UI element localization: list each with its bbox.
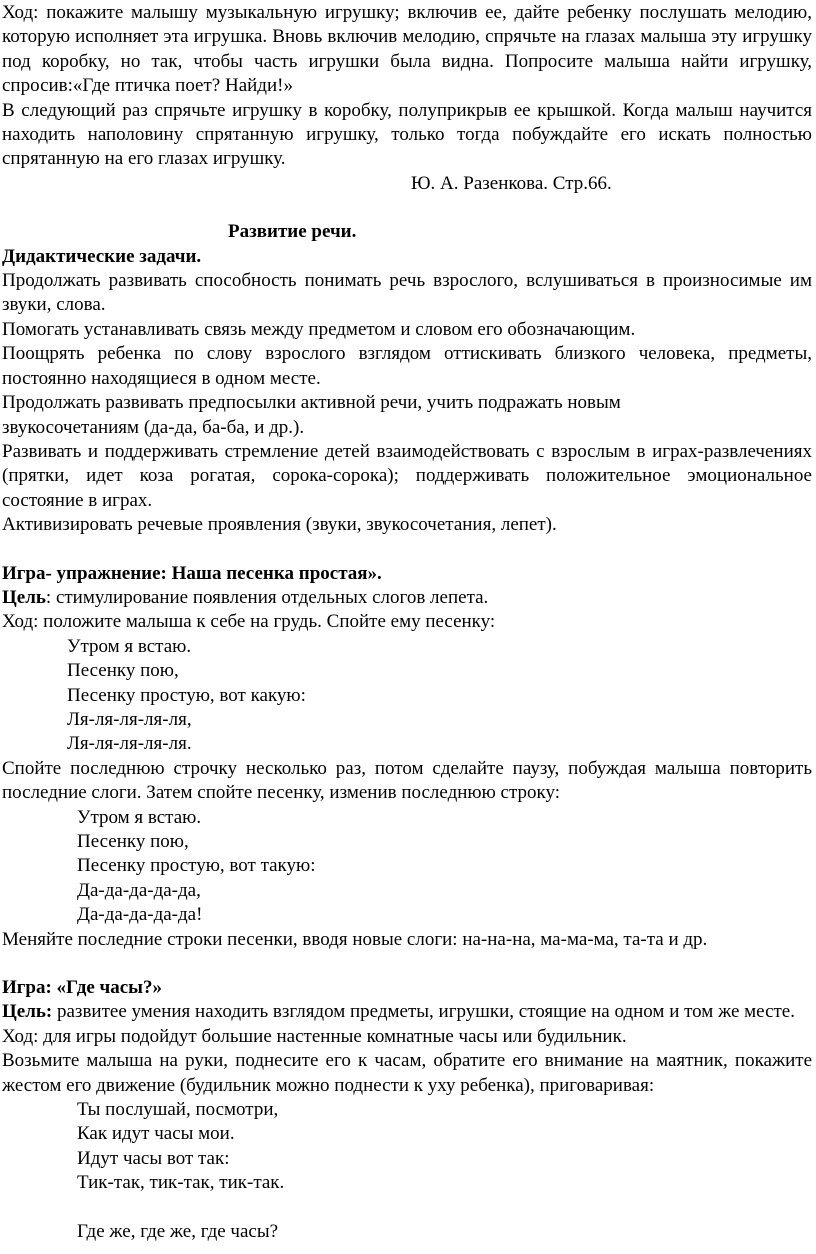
- paragraph-intro-move: Ход: покажите малышу музыкальную игрушку; включив ее, дайте ребенку послушать мелодию, которую исполняет эта игрушка. Вновь включив мелодию, спрячьте на глазах малыша эту игрушку под коробку, но так, чтобы часть игрушки была видна. Попросите малыша найти игрушку, спросив:«Где птичка поет? Найди!»: [2, 2, 812, 97]
- goal-text: развитее умения находить взглядом предметы, игрушки, стоящие на одном и том же месте.: [52, 1001, 795, 1023]
- task-6: Активизировать речевые проявления (звуки, звукосочетания, лепет).: [2, 514, 557, 536]
- game2-move: Ход: для игры подойдут большие настенные комнатные часы или будильник.: [2, 1025, 627, 1047]
- tasks-heading: Дидактические задачи.: [2, 245, 202, 267]
- goal-text: : стимулирование появления отдельных слогов лепета.: [45, 586, 489, 608]
- song2-line: Да-да-да-да-да!: [77, 904, 203, 926]
- task-5: Развивать и поддерживать стремление детей взаимодействовать с взрослым в играх-развлечениях (прятки, идет коза рогатая, сорока-сорока); поддерживать положительное эмоциональное состояние в играх.: [2, 440, 812, 511]
- task-4b: звукосочетаниям (да-да, ба-ба, и др.).: [2, 416, 305, 438]
- task-2: Помогать устанавливать связь между предметом и словом его обозначающим.: [2, 318, 636, 340]
- goal-label: Цель:: [2, 1001, 53, 1023]
- game1-end: Меняйте последние строки песенки, вводя новые слоги: на-на-на, ма-ма-ма, та-та и др.: [2, 928, 708, 950]
- section-title: Развитие речи.: [228, 221, 357, 243]
- paragraph-intro-next: В следующий раз спрячьте игрушку в коробку, полуприкрыв ее крышкой. Когда малыш научится находить наполовину спрятанную игрушку, только тогда побуждайте его искать полностью спрятанную на его глазах игрушку.: [2, 99, 812, 170]
- rhyme-line: Ты послушай, посмотри,: [77, 1099, 279, 1121]
- song2-line: Да-да-да-да-да,: [77, 879, 201, 901]
- task-4a: Продолжать развивать предпосылки активной речи, учить подражать новым: [2, 392, 621, 414]
- song1-line: Утром я встаю.: [67, 635, 192, 657]
- song1-line: Ля-ля-ля-ля-ля.: [67, 733, 192, 755]
- task-1: Продолжать развивать способность понимать речь взрослого, вслушиваться в произносимые им звуки, слова.: [2, 270, 812, 316]
- rhyme-line: Тик-так, тик-так, тик-так.: [77, 1172, 285, 1194]
- spacer: [2, 538, 812, 562]
- game1-after: Спойте последнюю строчку несколько раз, потом сделайте паузу, побуждая малыша повторить последние слоги. Затем спойте песенку, изменив последнюю строку:: [2, 757, 812, 804]
- citation: Ю. А. Разенкова. Стр.66.: [411, 172, 612, 194]
- game1-goal: [2, 586, 812, 610]
- song1-line: Ля-ля-ля-ля-ля,: [67, 708, 192, 730]
- spacer: [2, 1196, 812, 1220]
- game2-heading: Игра: «Где часы?»: [2, 977, 162, 999]
- song2-line: Песенку простую, вот такую:: [77, 855, 316, 877]
- goal-label: Цель: [2, 586, 46, 608]
- game1-heading: Игра- упражнение: Наша песенка простая».: [2, 562, 382, 584]
- rhyme-line: Идут часы вот так:: [77, 1147, 230, 1169]
- song2-line: Утром я встаю.: [77, 806, 202, 828]
- spacer: [2, 952, 812, 976]
- rhyme-line: Где же, где же, где часы?: [77, 1220, 279, 1242]
- song1-line: Песенку пою,: [67, 660, 179, 682]
- game1-move: Ход: положите малыша к себе на грудь. Спойте ему песенку:: [2, 611, 496, 633]
- game2-instr: Возьмите малыша на руки, поднесите его к часам, обратите его внимание на маятник, покажите жестом его движение (будильник можно поднести к уху ребенка), приговаривая:: [2, 1050, 812, 1096]
- task-3: Поощрять ребенка по слову взрослого взглядом оттискивать близкого человека, предметы, постоянно находящиеся в одном месте.: [2, 343, 812, 389]
- song2-line: Песенку пою,: [77, 831, 189, 852]
- game2-goal: [2, 1000, 812, 1024]
- song1-line: Песенку простую, вот какую:: [67, 684, 306, 706]
- spacer: [2, 196, 812, 220]
- rhyme-line: Как идут часы мои.: [77, 1123, 235, 1145]
